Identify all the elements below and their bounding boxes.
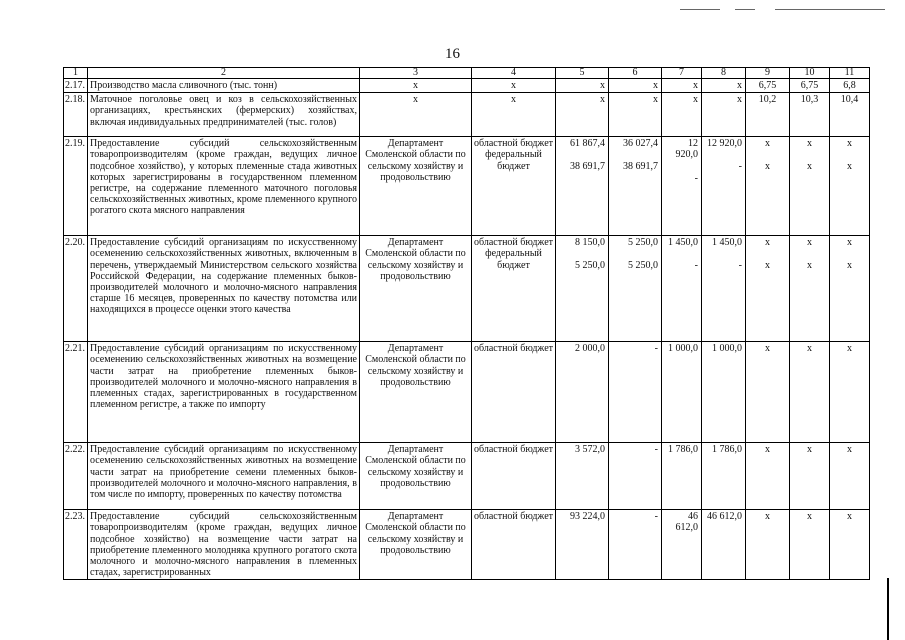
row-number: 2.17. bbox=[64, 79, 88, 93]
top-rule-3 bbox=[775, 9, 885, 10]
cell-v5 bbox=[556, 79, 609, 93]
cell-v8 bbox=[702, 342, 746, 443]
cell-value: 1 450,0 bbox=[668, 237, 698, 249]
row-description: Предоставление субсидий организациям по искусственному осеменению сельскохозяйственных животных на возмещение части затрат на приобретение племенных быков-производителей молочного и молочно-мясного направления в племенных стадах, зарегистрированных в государственном племенном регистре, а также по импорту bbox=[88, 342, 360, 443]
cell-v11 bbox=[830, 93, 870, 137]
table-row bbox=[64, 510, 870, 580]
row-description: Предоставление субсидий сельскохозяйственным товаропроизводителям (кроме граждан, ведущих личное подсобное хозяйство), у которых племенные стада животных которых зарегистрированы в государственном племенном регистре, на содержание племенного маточного поголовья сельскохозяйственных животных, кроме племенного крупного рогатого скота мясного направления bbox=[88, 137, 360, 236]
cell-v7 bbox=[662, 510, 702, 580]
cell-value: х bbox=[765, 511, 770, 523]
cell-value: 61 867,4 bbox=[570, 138, 605, 150]
cell-value: х bbox=[847, 444, 852, 456]
cell-exec bbox=[360, 79, 472, 93]
cell-exec bbox=[360, 137, 472, 236]
cell-value: 5 250,0 bbox=[628, 237, 658, 249]
cell-exec bbox=[360, 236, 472, 342]
header-cell: 9 bbox=[746, 68, 790, 79]
table-header bbox=[64, 68, 870, 79]
cell-value: 6,75 bbox=[800, 80, 819, 91]
top-rule-1 bbox=[680, 9, 720, 10]
cell-src bbox=[472, 79, 556, 93]
cell-value: 38 691,7 bbox=[570, 161, 605, 173]
cell-v6 bbox=[609, 510, 662, 580]
cell-value: х bbox=[600, 80, 605, 91]
cell-v7 bbox=[662, 342, 702, 443]
page-number: 16 bbox=[445, 46, 460, 62]
table-row bbox=[64, 93, 870, 137]
cell-value: х bbox=[807, 161, 812, 173]
cell-v5 bbox=[556, 93, 609, 137]
cell-src bbox=[472, 510, 556, 580]
cell-value: областной бюджет bbox=[474, 511, 554, 523]
cell-value: 36 027,4 bbox=[623, 138, 658, 150]
cell-value: х bbox=[653, 80, 658, 91]
cell-value: х bbox=[693, 94, 698, 106]
cell-value: х bbox=[765, 343, 770, 355]
cell-value: областной бюджет bbox=[474, 138, 554, 150]
header-cell: 8 bbox=[702, 68, 746, 79]
header-row bbox=[64, 68, 870, 79]
cell-value: х bbox=[807, 138, 812, 150]
cell-value: х bbox=[847, 511, 852, 523]
cell-value: 6,8 bbox=[843, 80, 856, 91]
cell-value: Департамент Смоленской области по сельскому хозяйству и продовольствию bbox=[365, 343, 466, 388]
cell-value: х bbox=[807, 444, 812, 456]
header-cell: 5 bbox=[556, 68, 609, 79]
cell-value: х bbox=[807, 237, 812, 249]
cell-v5 bbox=[556, 443, 609, 510]
page-edge-bar bbox=[887, 578, 889, 640]
cell-v11 bbox=[830, 443, 870, 510]
cell-value: х bbox=[807, 343, 812, 355]
cell-v8 bbox=[702, 443, 746, 510]
cell-v6 bbox=[609, 443, 662, 510]
cell-value: 12 920,0 bbox=[675, 138, 698, 161]
cell-value: х bbox=[765, 237, 770, 249]
cell-v6 bbox=[609, 79, 662, 93]
header-cell: 2 bbox=[88, 68, 360, 79]
cell-value: 46 612,0 bbox=[707, 511, 742, 523]
cell-exec bbox=[360, 93, 472, 137]
header-cell: 11 bbox=[830, 68, 870, 79]
row-number: 2.18. bbox=[64, 93, 88, 137]
cell-value: х bbox=[511, 80, 516, 91]
cell-value: - bbox=[654, 511, 658, 523]
cell-src bbox=[472, 443, 556, 510]
cell-v5 bbox=[556, 236, 609, 342]
cell-value: х bbox=[413, 80, 418, 91]
row-number: 2.21. bbox=[64, 342, 88, 443]
cell-v9 bbox=[746, 79, 790, 93]
cell-value: 1 786,0 bbox=[668, 444, 698, 456]
cell-value: Департамент Смоленской области по сельскому хозяйству и продовольствию bbox=[365, 138, 466, 183]
cell-v9 bbox=[746, 236, 790, 342]
cell-value: - bbox=[694, 260, 698, 272]
cell-value: х bbox=[847, 161, 852, 173]
row-number: 2.23. bbox=[64, 510, 88, 580]
header-cell: 10 bbox=[790, 68, 830, 79]
cell-v6 bbox=[609, 93, 662, 137]
cell-value: х bbox=[511, 94, 516, 106]
cell-value: 10,3 bbox=[800, 94, 819, 106]
row-number: 2.22. bbox=[64, 443, 88, 510]
row-description: Предоставление субсидий организациям по искусственному осеменению сельскохозяйственных животных на возмещение части затрат на приобретение семени племенных быков-производителей молочного и молочно-мясного направления, в том числе по импорту, проверенных по качеству потомства bbox=[88, 443, 360, 510]
cell-value: х bbox=[765, 138, 770, 150]
cell-value: - bbox=[694, 172, 698, 184]
table-row bbox=[64, 342, 870, 443]
table-body bbox=[64, 79, 870, 580]
row-description: Маточное поголовье овец и коз в сельскохозяйственных организациях, крестьянских (фермерских) хозяйствах, включая индивидуальных предпринимателей (тыс. голов) bbox=[88, 93, 360, 137]
cell-v6 bbox=[609, 137, 662, 236]
table-row bbox=[64, 236, 870, 342]
cell-value: х bbox=[847, 237, 852, 249]
cell-v7 bbox=[662, 443, 702, 510]
cell-value: областной бюджет bbox=[474, 444, 554, 456]
cell-value: х bbox=[807, 511, 812, 523]
cell-value: 93 224,0 bbox=[570, 511, 605, 523]
cell-value: федеральный бюджет bbox=[485, 149, 542, 172]
cell-value: Департамент Смоленской области по сельскому хозяйству и продовольствию bbox=[365, 444, 466, 489]
cell-v7 bbox=[662, 137, 702, 236]
cell-v10 bbox=[790, 137, 830, 236]
cell-value: х bbox=[765, 161, 770, 173]
header-cell: 1 bbox=[64, 68, 88, 79]
cell-v5 bbox=[556, 510, 609, 580]
cell-v10 bbox=[790, 79, 830, 93]
cell-v7 bbox=[662, 79, 702, 93]
cell-value: 2 000,0 bbox=[575, 343, 605, 355]
top-rule-2 bbox=[735, 9, 755, 10]
header-cell: 7 bbox=[662, 68, 702, 79]
cell-value: х bbox=[807, 260, 812, 272]
cell-v11 bbox=[830, 510, 870, 580]
row-number: 2.20. bbox=[64, 236, 88, 342]
cell-value: х bbox=[765, 444, 770, 456]
cell-value: 46 612,0 bbox=[675, 511, 698, 534]
cell-src bbox=[472, 137, 556, 236]
cell-v8 bbox=[702, 510, 746, 580]
row-description: Предоставление субсидий организациям по искусственному осеменению сельскохозяйственных животных, включенным в перечень, утверждаемый Министерством сельского хозяйства Российской Федерации, на содержание племенных быков-производителей молочного и молочно-мясного направления старше 16 месяцев, проверенных по качеству потомства или находящихся в процессе оценки этого качества bbox=[88, 236, 360, 342]
cell-v9 bbox=[746, 443, 790, 510]
cell-value: Департамент Смоленской области по сельскому хозяйству и продовольствию bbox=[365, 237, 466, 282]
cell-value: х bbox=[847, 138, 852, 150]
cell-value: 3 572,0 bbox=[575, 444, 605, 456]
cell-v9 bbox=[746, 510, 790, 580]
cell-v11 bbox=[830, 137, 870, 236]
cell-value: 6,75 bbox=[758, 80, 777, 91]
cell-value: 1 000,0 bbox=[712, 343, 742, 355]
cell-v6 bbox=[609, 236, 662, 342]
cell-value: 5 250,0 bbox=[628, 260, 658, 272]
cell-value: областной бюджет bbox=[474, 343, 554, 355]
header-cell: 4 bbox=[472, 68, 556, 79]
cell-v7 bbox=[662, 93, 702, 137]
cell-v10 bbox=[790, 93, 830, 137]
cell-src bbox=[472, 236, 556, 342]
row-description: Производство масла сливочного (тыс. тонн) bbox=[88, 79, 360, 93]
header-cell: 3 bbox=[360, 68, 472, 79]
row-number: 2.19. bbox=[64, 137, 88, 236]
cell-value: 38 691,7 bbox=[623, 161, 658, 173]
cell-value: 1 786,0 bbox=[712, 444, 742, 456]
cell-value: областной бюджет bbox=[474, 237, 554, 249]
cell-value: х bbox=[693, 80, 698, 91]
cell-value: - bbox=[738, 161, 742, 173]
cell-v10 bbox=[790, 342, 830, 443]
table-row bbox=[64, 79, 870, 93]
cell-value: х bbox=[600, 94, 605, 106]
cell-exec bbox=[360, 443, 472, 510]
cell-value: - bbox=[654, 444, 658, 456]
cell-value: х bbox=[413, 94, 418, 106]
cell-value: Департамент Смоленской области по сельскому хозяйству и продовольствию bbox=[365, 511, 466, 556]
cell-value: федеральный бюджет bbox=[485, 248, 542, 271]
cell-value: 10,4 bbox=[840, 94, 859, 106]
cell-v8 bbox=[702, 236, 746, 342]
cell-v11 bbox=[830, 236, 870, 342]
cell-v8 bbox=[702, 79, 746, 93]
cell-value: х bbox=[847, 343, 852, 355]
cell-value: 12 920,0 bbox=[707, 138, 742, 150]
cell-v7 bbox=[662, 236, 702, 342]
cell-value: 1 000,0 bbox=[668, 343, 698, 355]
program-table bbox=[63, 67, 870, 580]
cell-v8 bbox=[702, 93, 746, 137]
cell-v9 bbox=[746, 342, 790, 443]
cell-exec bbox=[360, 510, 472, 580]
cell-v10 bbox=[790, 443, 830, 510]
cell-value: 10,2 bbox=[758, 94, 777, 106]
cell-value: х bbox=[737, 80, 742, 91]
cell-value: х bbox=[653, 94, 658, 106]
cell-v10 bbox=[790, 510, 830, 580]
cell-v6 bbox=[609, 342, 662, 443]
table-row bbox=[64, 443, 870, 510]
cell-v9 bbox=[746, 137, 790, 236]
cell-v5 bbox=[556, 342, 609, 443]
cell-v11 bbox=[830, 342, 870, 443]
table-row bbox=[64, 137, 870, 236]
header-cell: 6 bbox=[609, 68, 662, 79]
cell-v9 bbox=[746, 93, 790, 137]
cell-src bbox=[472, 342, 556, 443]
cell-value: 5 250,0 bbox=[575, 260, 605, 272]
cell-value: х bbox=[847, 260, 852, 272]
cell-value: 8 150,0 bbox=[575, 237, 605, 249]
cell-value: х bbox=[765, 260, 770, 272]
cell-value: 1 450,0 bbox=[712, 237, 742, 249]
cell-exec bbox=[360, 342, 472, 443]
cell-value: - bbox=[738, 260, 742, 272]
cell-value: - bbox=[654, 343, 658, 355]
cell-v11 bbox=[830, 79, 870, 93]
cell-v10 bbox=[790, 236, 830, 342]
cell-src bbox=[472, 93, 556, 137]
cell-v8 bbox=[702, 137, 746, 236]
row-description: Предоставление субсидий сельскохозяйственным товаропроизводителям (кроме граждан, ведущих личное подсобное хозяйство) на возмещение части затрат на приобретение племенного молодняка крупного рогатого скота молочного и молочно-мясного направления в племенных стадах, зарегистрированных bbox=[88, 510, 360, 580]
cell-value: х bbox=[737, 94, 742, 106]
cell-v5 bbox=[556, 137, 609, 236]
